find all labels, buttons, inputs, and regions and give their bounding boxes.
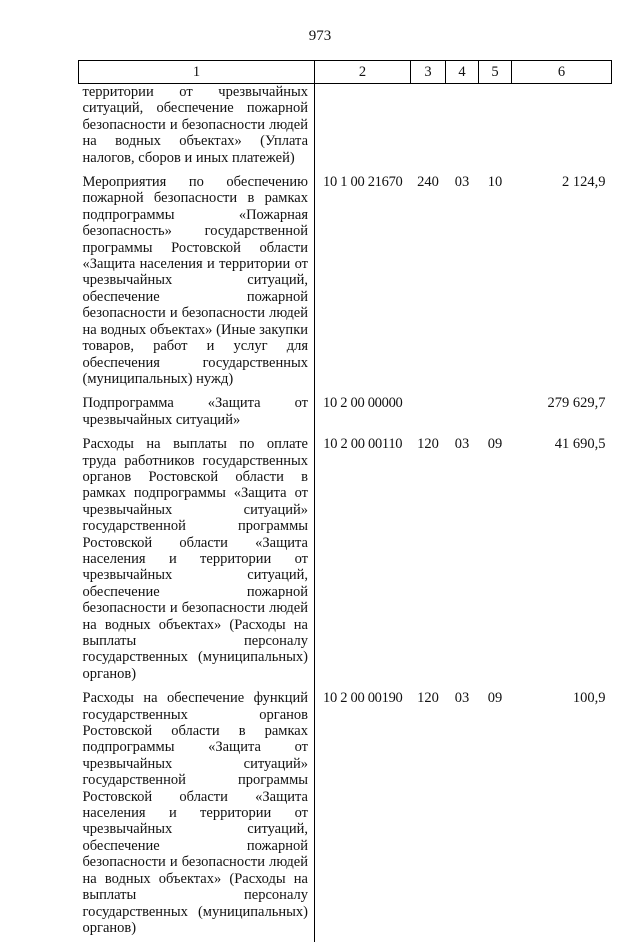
row-col-5: 09 [479, 434, 512, 688]
header-col-5: 5 [479, 61, 512, 84]
row-code [315, 84, 411, 173]
row-col-4 [446, 393, 479, 434]
row-col-5: 10 [479, 172, 512, 393]
header-col-4: 4 [446, 61, 479, 84]
row-description: Подпрограмма «Защита от чрезвычайных ситуаций» [79, 393, 315, 434]
row-col-3: 240 [411, 172, 446, 393]
header-col-3: 3 [411, 61, 446, 84]
row-col-4: 03 [446, 172, 479, 393]
row-description: Расходы на выплаты по оплате труда работников государственных органов Ростовской области в рамках подпрограммы «Защита от чрезвычайных ситуаций» государственной программы Ростовской области «Защита населения и территории от чрезвычайных ситуаций, обеспечение пожарной безопасности и безопасности людей на водных объектах» (Расходы на выплаты персоналу государственных (муниципальных) органов) [79, 434, 315, 688]
page-number: 973 [0, 28, 640, 45]
row-col-3: 120 [411, 688, 446, 942]
budget-table [78, 60, 612, 942]
row-amount: 41 690,5 [512, 434, 612, 688]
table-row [79, 172, 612, 393]
row-col-4: 03 [446, 688, 479, 942]
header-col-1: 1 [79, 61, 315, 84]
header-col-2: 2 [315, 61, 411, 84]
row-description: Расходы на обеспечение функций государственных органов Ростовской области в рамках подпрограммы «Защита от чрезвычайных ситуаций» государственной программы Ростовской области «Защита населения и территории от чрезвычайных ситуаций, обеспечение пожарной безопасности и безопасности людей на водных объектах» (Расходы на выплаты персоналу государственных (муниципальных) органов) [79, 688, 315, 942]
table-row [79, 393, 612, 434]
header-col-6: 6 [512, 61, 612, 84]
row-code: 10 2 00 00110 [315, 434, 411, 688]
row-col-4: 03 [446, 434, 479, 688]
row-code: 10 1 00 21670 [315, 172, 411, 393]
row-description: Мероприятия по обеспечению пожарной безопасности в рамках подпрограммы «Пожарная безопасность» государственной программы Ростовской области «Защита населения и территории от чрезвычайных ситуаций, обеспечение пожарной безопасности и безопасности людей на водных объектах» (Иные закупки товаров, работ и услуг для обеспечения государственных (муниципальных) нужд) [79, 172, 315, 393]
row-code: 10 2 00 00190 [315, 688, 411, 942]
row-description: территории от чрезвычайных ситуаций, обеспечение пожарной безопасности и безопасности людей на водных объектах» (Уплата налогов, сборов и иных платежей) [79, 84, 315, 173]
table-row [79, 84, 612, 173]
table-row [79, 434, 612, 688]
table-header [79, 61, 612, 84]
row-col-5 [479, 84, 512, 173]
row-amount: 2 124,9 [512, 172, 612, 393]
row-col-4 [446, 84, 479, 173]
row-col-3: 120 [411, 434, 446, 688]
table-body [79, 84, 612, 942]
row-amount: 279 629,7 [512, 393, 612, 434]
row-col-5: 09 [479, 688, 512, 942]
table-row [79, 688, 612, 942]
row-col-3 [411, 84, 446, 173]
row-col-5 [479, 393, 512, 434]
row-code: 10 2 00 00000 [315, 393, 411, 434]
row-amount [512, 84, 612, 173]
row-col-3 [411, 393, 446, 434]
row-amount: 100,9 [512, 688, 612, 942]
